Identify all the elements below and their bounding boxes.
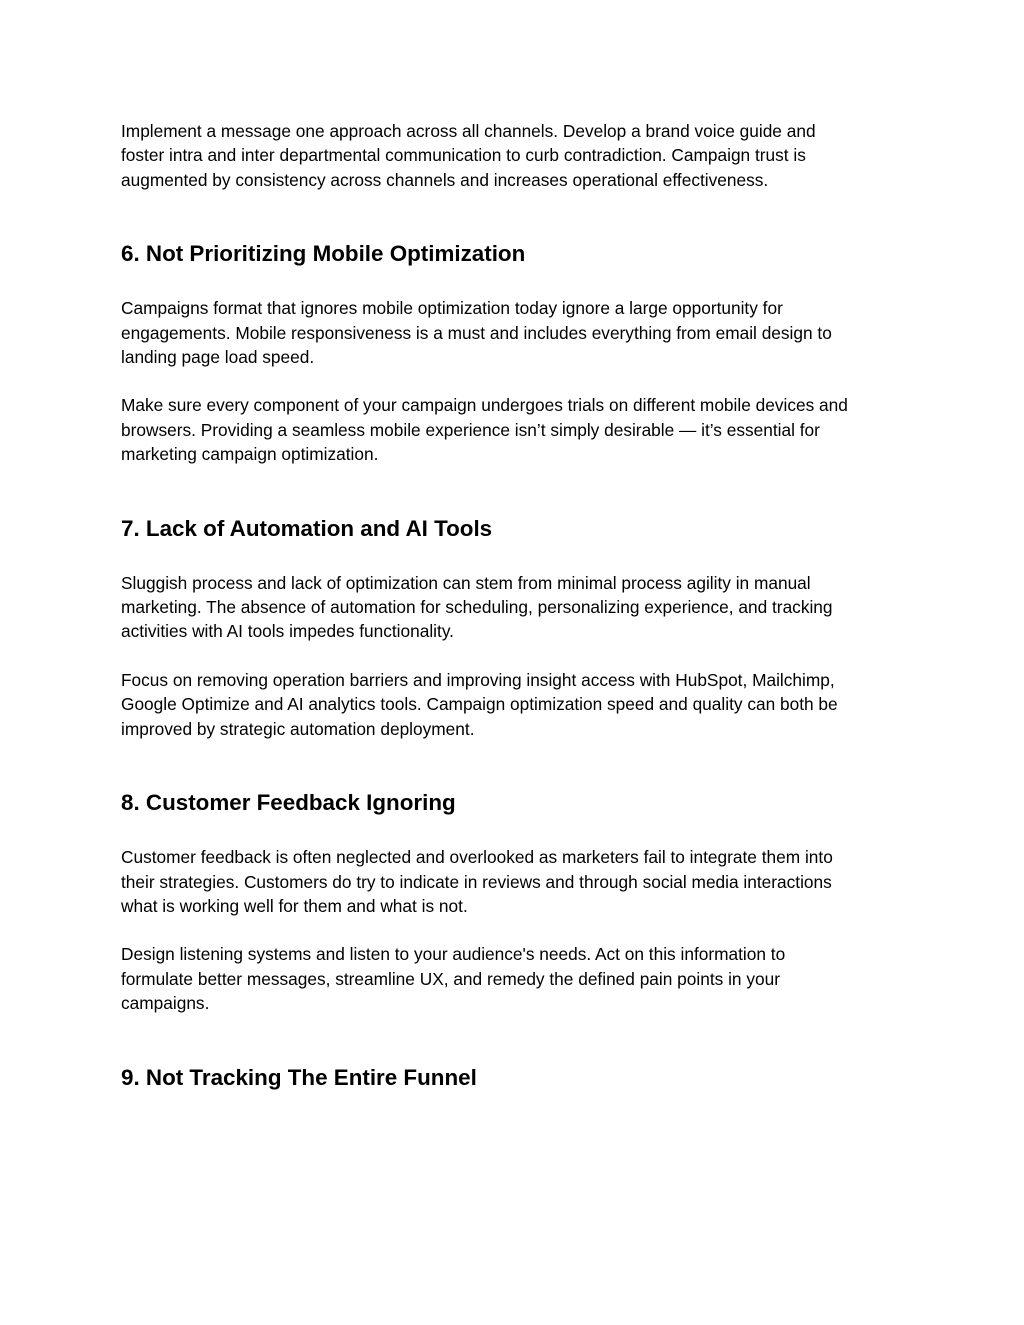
section-paragraph: Campaigns format that ignores mobile optimization today ignore a large opportunity for engagements. Mobile responsiveness is a must and includes everything from email design to landing page load speed. [121, 298, 832, 368]
intro-paragraph: Implement a message one approach across all channels. Develop a brand voice guide and foster intra and inter departmental communication to curb contradiction. Campaign trust is augmented by consistency across channels and increases operational effectiveness. [121, 121, 816, 190]
section-heading: 8. Customer Feedback Ignoring [121, 790, 456, 816]
section-automation-ai-tools [121, 514, 911, 741]
section-customer-feedback [121, 788, 911, 1015]
document-page [121, 119, 911, 1093]
section-heading: 9. Not Tracking The Entire Funnel [121, 1064, 477, 1090]
section-heading: 7. Lack of Automation and AI Tools [121, 515, 493, 541]
section-paragraph: Customer feedback is often neglected and overlooked as marketers fail to integrate them into their strategies. Customers do try to indicate in reviews and through social media interactions what is working well for them and what is not. [121, 847, 833, 916]
section-paragraph: Make sure every component of your campaign undergoes trials on different mobile devices and browsers. Providing a seamless mobile experience isn’t simply desirable — it’s essential for marketing campaign optimization. [121, 395, 848, 465]
section-entire-funnel [121, 1063, 911, 1093]
section-heading: 6. Not Prioritizing Mobile Optimization [121, 241, 526, 267]
section-paragraph: Design listening systems and listen to your audience's needs. Act on this information to formulate better messages, streamline UX, and remedy the defined pain points in your campaigns. [121, 944, 786, 1014]
section-paragraph: Focus on removing operation barriers and improving insight access with HubSpot, Mailchimp, Google Optimize and AI analytics tools. Campaign optimization speed and quality can both be improved by strategic automation deployment. [121, 669, 838, 739]
section-mobile-optimization [121, 239, 911, 466]
section-paragraph: Sluggish process and lack of optimization can stem from minimal process agility in manual marketing. The absence of automation for scheduling, personalizing experience, and tracking activities with AI tools impedes functionality. [121, 572, 833, 642]
